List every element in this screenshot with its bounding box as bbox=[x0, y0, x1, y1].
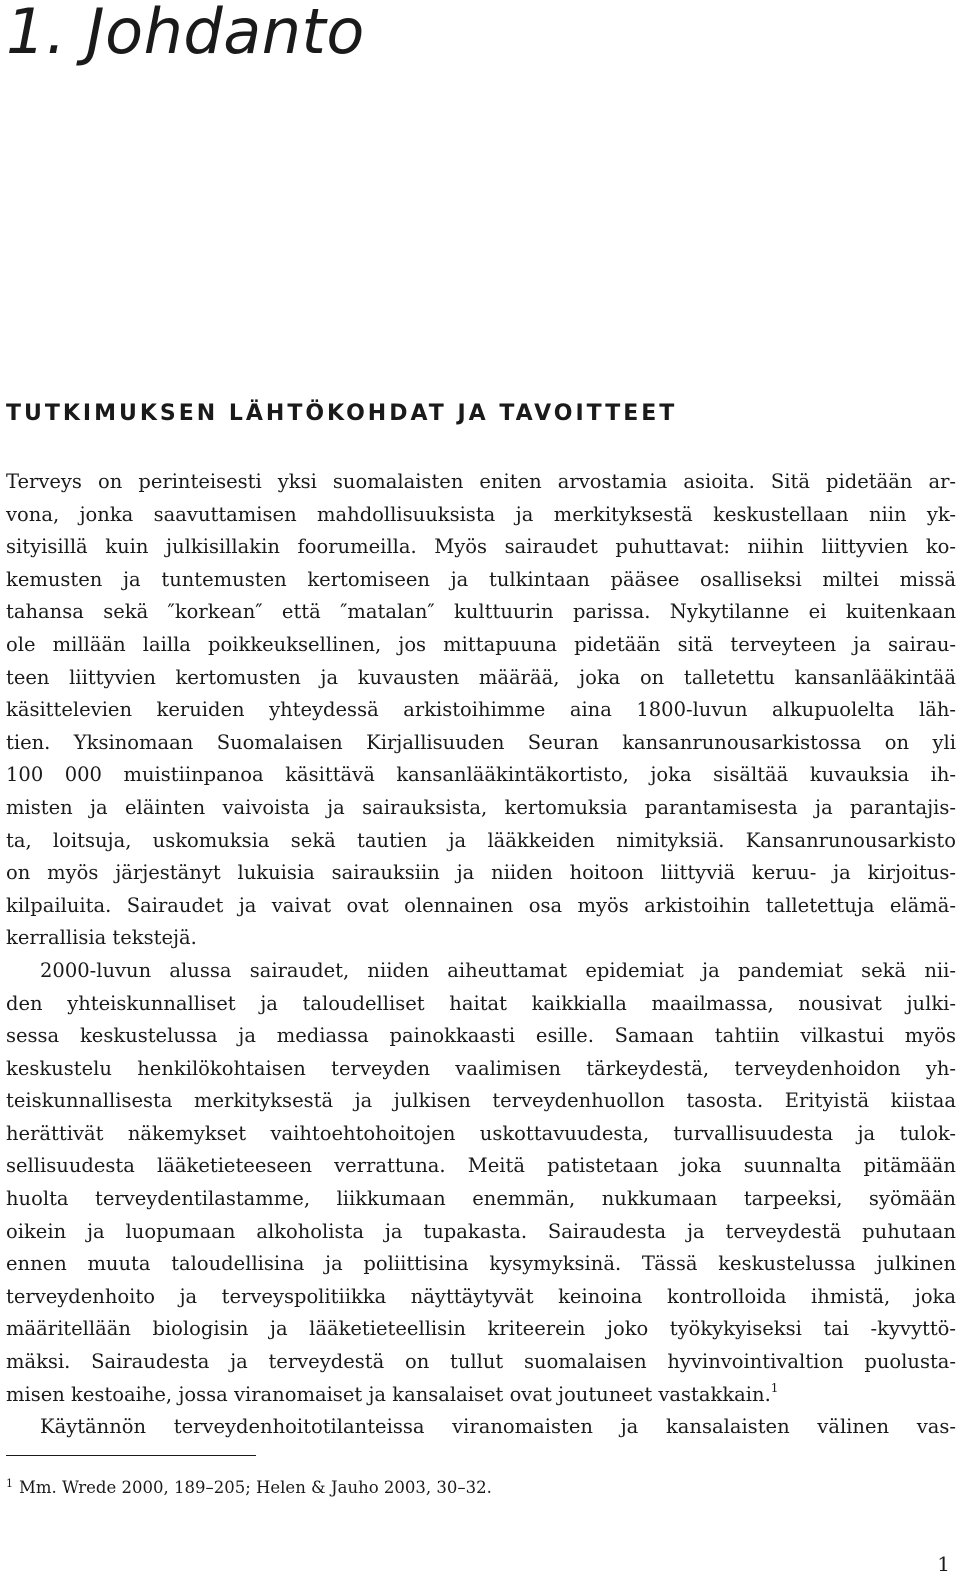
text-line: sessa keskustelussa ja mediassa painokkaasti esille. Samaan tahtiin vilkastui myös bbox=[6, 1024, 956, 1048]
text-line: oikein ja luopumaan alkoholista ja tupakasta. Sairaudesta ja terveydestä puhutaan bbox=[6, 1219, 956, 1243]
section-heading: TUTKIMUKSEN LÄHTÖKOHDAT JA TAVOITTEET bbox=[6, 401, 678, 426]
text-line: ta, loitsuja, uskomuksia sekä tautien ja lääkkeiden nimityksiä. Kansanrunousarkisto bbox=[6, 828, 956, 852]
text-line: on myös järjestänyt lukuisia sairauksiin ja niiden hoitoon liittyviä keruu- ja kirjoitus- bbox=[6, 861, 956, 885]
text-line: mäksi. Sairaudesta ja terveydestä on tullut suomalaisen hyvinvointivaltion puolusta- bbox=[6, 1350, 956, 1374]
text-line: sellisuudesta lääketieteeseen verrattuna. Meitä patistetaan joka suunnalta pitämään bbox=[6, 1154, 956, 1178]
text-line: kerrallisia tekstejä. bbox=[6, 926, 197, 950]
text-line: käsittelevien keruiden yhteydessä arkistoihimme aina 1800-luvun alkupuolelta läh- bbox=[6, 698, 956, 722]
text-line: keskustelu henkilökohtaisen terveyden vaalimisen tärkeydestä, terveydenhoidon yh- bbox=[6, 1056, 956, 1080]
footnote-number: 1 bbox=[6, 1477, 13, 1490]
footnote-text: Mm. Wrede 2000, 189–205; Helen & Jauho 2003, 30–32. bbox=[19, 1478, 492, 1497]
text-line: määritellään biologisin ja lääketieteellisin kriteerein joko työkykyiseksi tai -kyvyttö- bbox=[6, 1317, 956, 1341]
chapter-title: 1. Johdanto bbox=[6, 0, 365, 68]
text-line: sityisillä kuin julkisillakin foorumeilla. Myös sairaudet puhuttavat: niihin liittyvien ko- bbox=[6, 535, 956, 559]
footnote bbox=[6, 1472, 492, 1500]
text-line: Terveys on perinteisesti yksi suomalaisten eniten arvostamia asioita. Sitä pidetään ar- bbox=[6, 470, 956, 493]
text-line: kilpailuita. Sairaudet ja vaivat ovat olennainen osa myös arkistoihin talletettuja elämä- bbox=[6, 893, 956, 917]
body-text bbox=[6, 466, 956, 1444]
page-number: 1 bbox=[937, 1552, 950, 1576]
text-line: kemusten ja tuntemusten kertomiseen ja tulkintaan pääsee osalliseksi miltei missä bbox=[6, 567, 956, 591]
text-line: tien. Yksinomaan Suomalaisen Kirjallisuuden Seuran kansanrunousarkistossa on yli bbox=[6, 730, 956, 754]
text-line: terveydenhoito ja terveyspolitiikka näyttäytyvät keinoina kontrolloida ihmistä, joka bbox=[6, 1284, 956, 1308]
text-line: ennen muuta taloudellisina ja poliittisina kysymyksinä. Tässä keskustelussa julkinen bbox=[6, 1252, 956, 1276]
text-line-with-footnote bbox=[6, 1379, 956, 1412]
text-line: tahansa sekä ″korkean″ että ″matalan″ kulttuurin parissa. Nykytilanne ei kuitenkaan bbox=[6, 600, 956, 624]
text-line: misten ja eläinten vaivoista ja sairauksista, kertomuksia parantamisesta ja parantajis- bbox=[6, 795, 956, 819]
text-line: ole millään lailla poikkeuksellinen, jos mittapuuna pidetään sitä terveyteen ja sairau- bbox=[6, 632, 956, 656]
text-line: huolta terveydentilastamme, liikkumaan enemmän, nukkumaan tarpeeksi, syömään bbox=[6, 1187, 956, 1211]
text-line: 100 000 muistiinpanoa käsittävä kansanlääkintäkortisto, joka sisältää kuvauksia ih- bbox=[6, 763, 956, 787]
text-line: teiskunnallisesta merkityksestä ja julkisen terveydenhuollon tasosta. Erityistä kiistaa bbox=[6, 1089, 956, 1113]
text-line: misen kestoaihe, jossa viranomaiset ja kansalaiset ovat joutuneet vastakkain. bbox=[6, 1382, 771, 1406]
footnote-reference[interactable]: 1 bbox=[770, 1380, 779, 1395]
text-line: herättivät näkemykset vaihtoehtohoitojen uskottavuudesta, turvallisuudesta ja tulok- bbox=[6, 1121, 956, 1145]
footnote-divider bbox=[6, 1455, 256, 1456]
text-line: 2000-luvun alussa sairaudet, niiden aiheuttamat epidemiat ja pandemiat sekä nii- bbox=[40, 958, 956, 982]
text-line: Käytännön terveydenhoitotilanteissa viranomaisten ja kansalaisten välinen vas- bbox=[40, 1415, 956, 1439]
text-line: vona, jonka saavuttamisen mahdollisuuksista ja merkityksestä keskustellaan niin yk- bbox=[6, 502, 956, 526]
text-line: den yhteiskunnalliset ja taloudelliset haitat kaikkialla maailmassa, nousivat julki- bbox=[6, 991, 956, 1015]
paragraph-1 bbox=[6, 466, 956, 955]
paragraph-3 bbox=[6, 1411, 956, 1444]
paragraph-2 bbox=[6, 955, 956, 1411]
text-line: teen liittyvien kertomusten ja kuvausten määrää, joka on talletettu kansanlääkintää bbox=[6, 665, 956, 689]
